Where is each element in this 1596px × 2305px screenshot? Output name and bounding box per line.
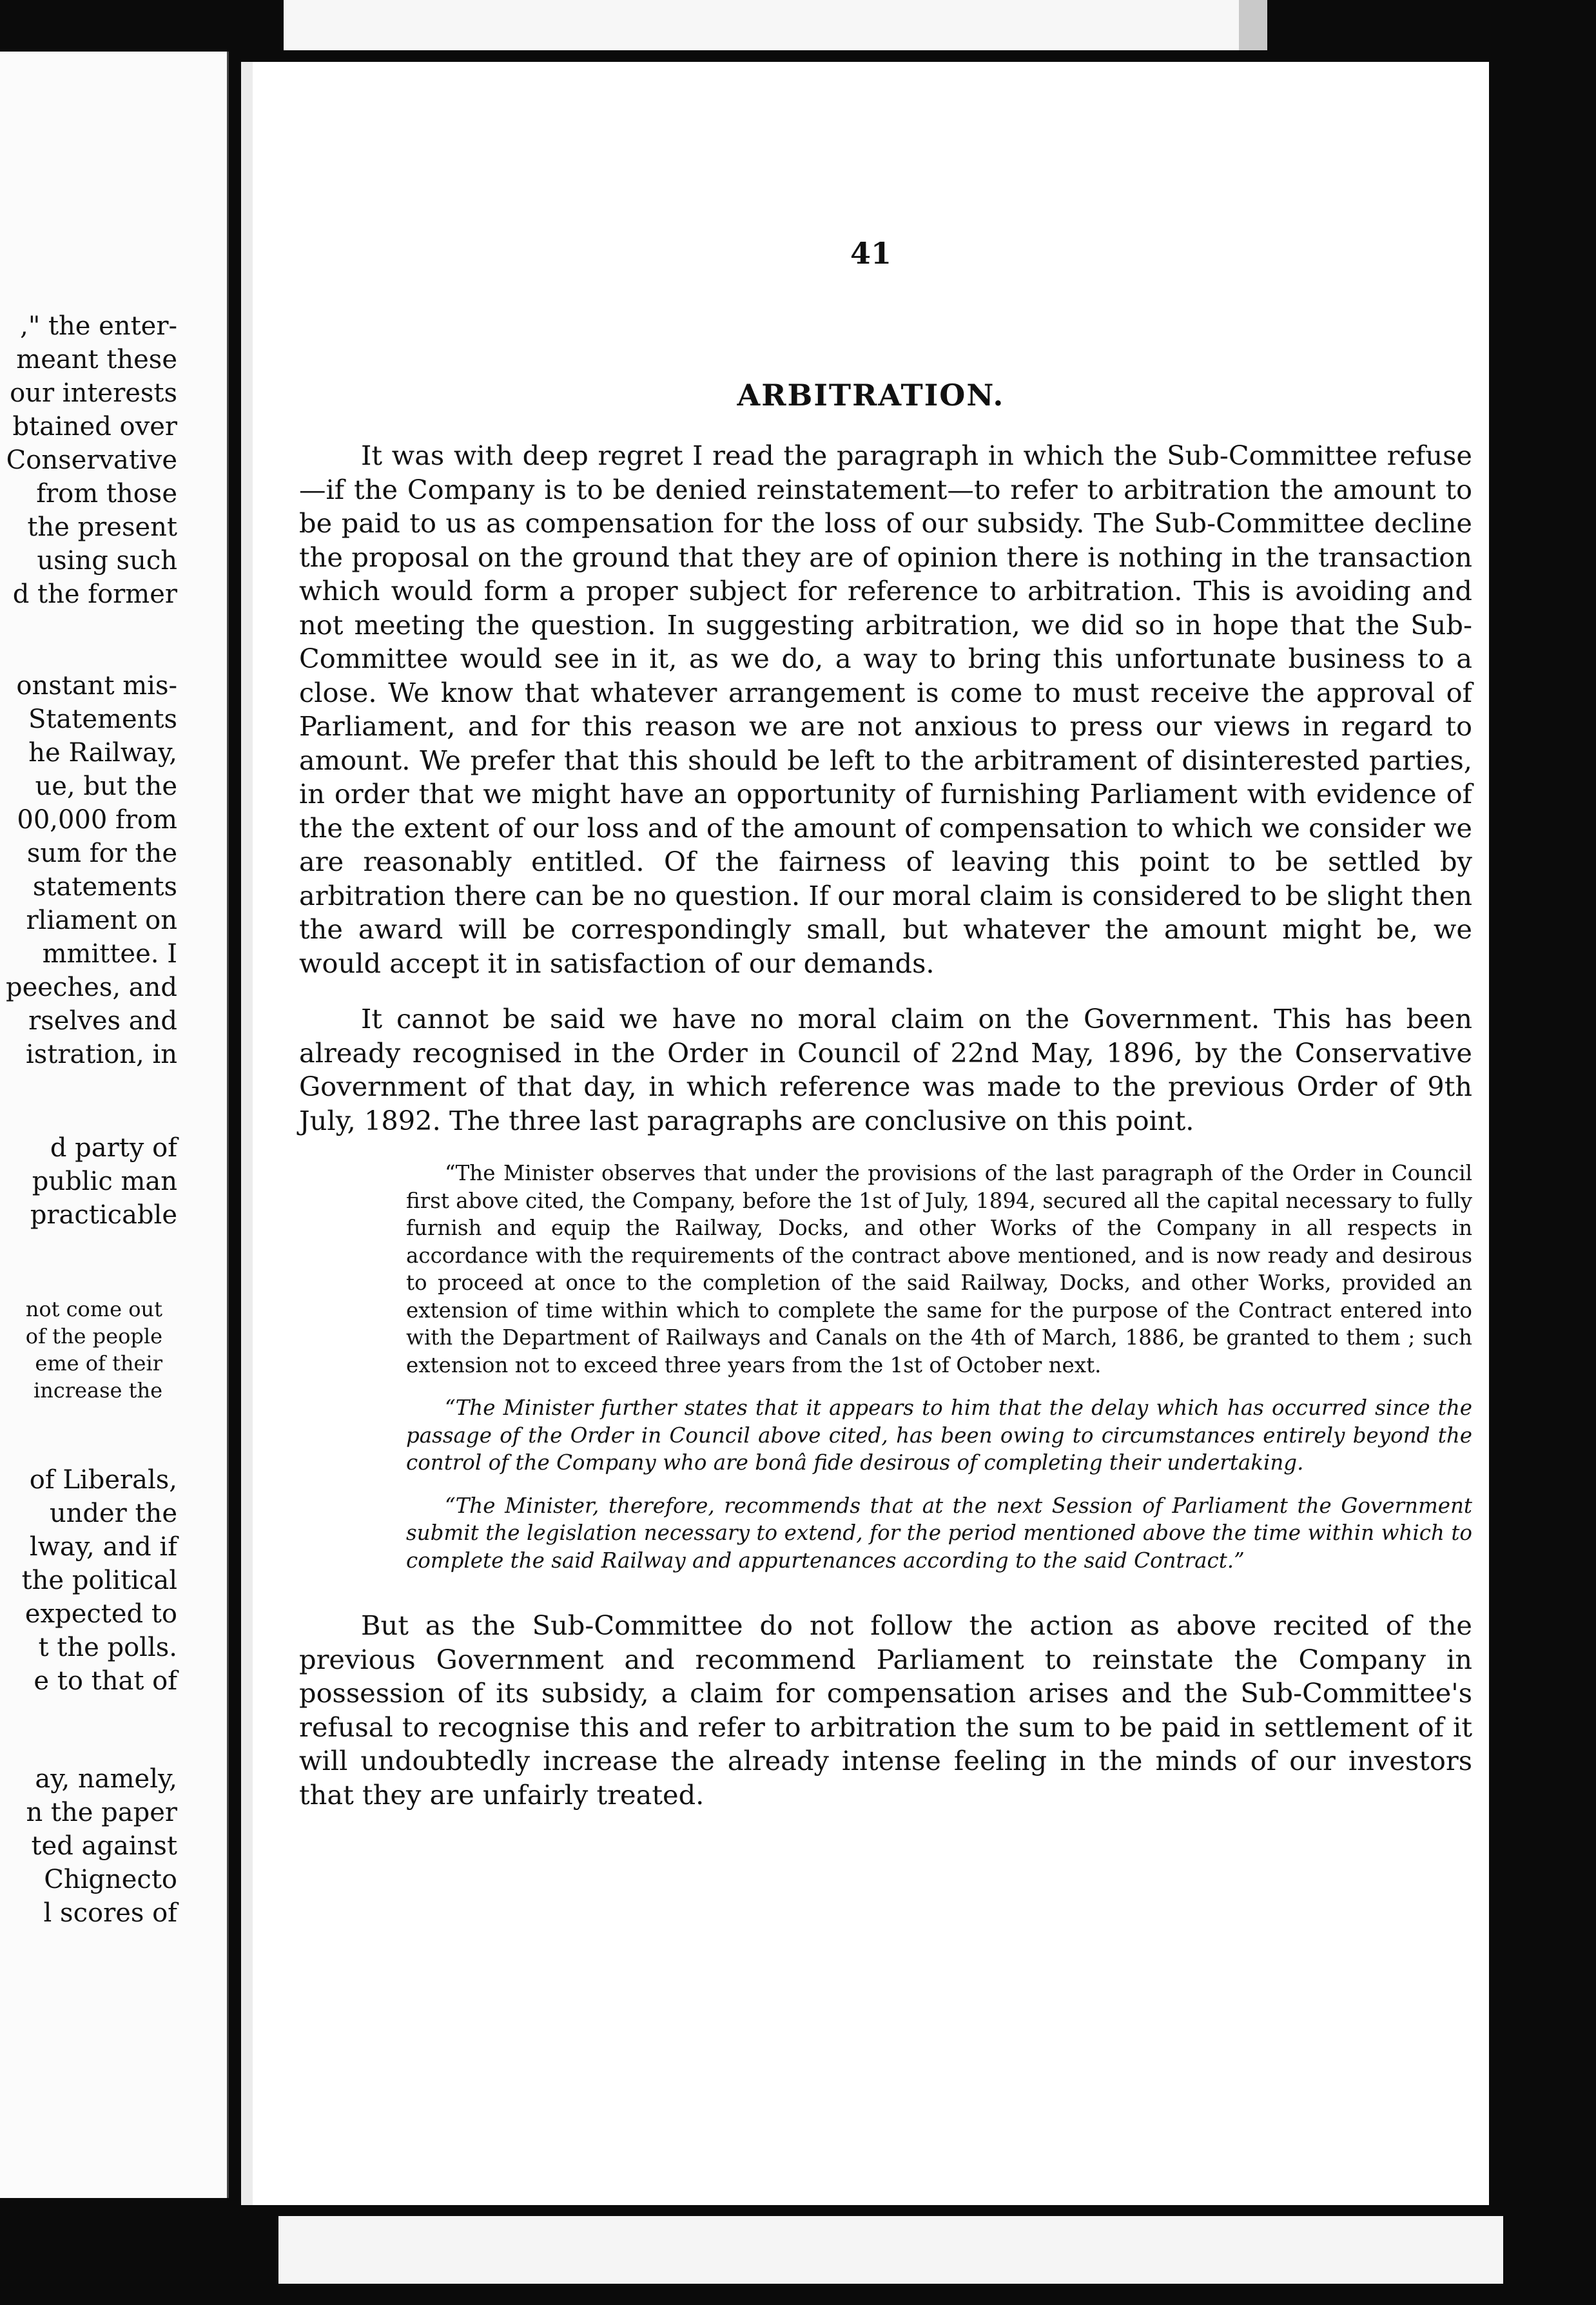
- facing-line: ," the enter-: [20, 311, 177, 341]
- page-number: 41: [850, 236, 891, 271]
- facing-line: not come out: [25, 1297, 162, 1321]
- facing-line: ay, namely,: [35, 1764, 177, 1794]
- quoted-paragraph-italic: “The Minister, therefore, recommends that at the next Session of Parliament the Government submit the legislation necessary to extend, for the period mentioned above the time within which to complete the said Railway and appurtenances according to the said Contract.”: [406, 1493, 1472, 1573]
- facing-line: onstant mis-: [16, 671, 177, 701]
- facing-line: Conservative: [6, 445, 177, 475]
- facing-line: of Liberals,: [29, 1465, 177, 1495]
- page-body: [299, 439, 1472, 1834]
- facing-line: public man: [32, 1167, 177, 1196]
- facing-line: btained over: [12, 412, 177, 442]
- facing-line: rliament on: [26, 906, 177, 935]
- facing-line: t the polls.: [38, 1633, 177, 1662]
- facing-line: our interests: [10, 378, 177, 408]
- facing-line: lway, and if: [29, 1532, 177, 1562]
- quoted-paragraph: “The Minister observes that under the provisions of the last paragraph of the Order in Council first above cited, the Company, before the 1st of July, 1894, secured all the capital necessary to fully furnish and equip the Railway, Docks, and other Works of the Company in all respects in accordance with the requirements of the contract above mentioned, and is now ready and desirous to proceed at once to the completion of the said Railway, Docks, and other Works, provided an extension of time within which to complete the same for the purpose of the Contract entered into with the Department of Railways and Canals on the 4th of March, 1886, be granted to them ; such extension not to exceed three years from the 1st of October next.: [406, 1161, 1472, 1377]
- facing-line: 00,000 from: [17, 805, 177, 835]
- facing-line: peeches, and: [6, 973, 177, 1002]
- facing-line: d party of: [50, 1133, 177, 1163]
- facing-line: meant these: [16, 345, 177, 374]
- facing-line: increase the: [33, 1378, 162, 1403]
- facing-line: statements: [32, 872, 177, 902]
- next-sheet-edge: [284, 0, 1239, 50]
- facing-line: mmittee. I: [42, 939, 177, 969]
- facing-line: Statements: [28, 705, 177, 734]
- closing-paragraph: But as the Sub-Committee do not follow the action as above recited of the previous Government and recommend Parliament to reinstate the Company in possession of its subsidy, a claim for compensation arises and the Sub-Committee's refusal to recognise this and refer to arbitration the sum to be paid in settlement of it will undoubtedly increase the already intense feeling in the minds of our investors that they are unfairly treated.: [299, 1610, 1472, 1811]
- facing-line: rselves and: [28, 1006, 177, 1036]
- facing-line: ted against: [31, 1831, 177, 1861]
- section-heading: ARBITRATION.: [737, 378, 1005, 413]
- facing-line: eme of their: [35, 1351, 162, 1376]
- facing-line: sum for the: [26, 839, 177, 868]
- facing-line: he Railway,: [28, 738, 177, 768]
- facing-line: practicable: [30, 1200, 177, 1230]
- next-sheet-shadow: [1239, 0, 1267, 50]
- facing-line: l scores of: [43, 1898, 177, 1928]
- body-paragraph: It cannot be said we have no moral claim on the Government. This has been already recognised in the Order in Council of 22nd May, 1896, by the Conservative Government of that day, in which reference was made to the previous Order of 9th July, 1892. The three last paragraphs are conclusive on this point.: [299, 1003, 1472, 1136]
- facing-line: expected to: [24, 1599, 177, 1629]
- next-sheet-bottom-edge: [278, 2216, 1503, 2284]
- facing-line: the present: [27, 512, 177, 542]
- facing-line: Chignecto: [44, 1865, 177, 1894]
- facing-line: istration, in: [25, 1040, 177, 1069]
- page-edge-shadow: [241, 62, 253, 2205]
- facing-line: d the former: [12, 579, 177, 609]
- facing-line: n the paper: [26, 1798, 177, 1827]
- facing-line: using such: [37, 546, 177, 576]
- facing-line: the political: [21, 1566, 177, 1595]
- facing-line: ue, but the: [35, 772, 177, 801]
- spacer: [299, 1590, 1472, 1609]
- body-paragraph: It was with deep regret I read the paragraph in which the Sub-Committee refuse—if the Company is to be denied reinstatement—to refer to arbitration the amount to be paid to us as compensation for the loss of our subsidy. The Sub-Committee decline the proposal on the ground that they are of opinion there is nothing in the transaction which would form a proper subject for reference to arbitration. This is avoiding and not meeting the question. In suggesting arbitration, we did so in hope that the Sub-Committee would see in it, as we do, a way to bring this unfortunate business to a close. We know that whatever arrangement is come to must receive the approval of Parliament, and for this reason we are not anxious to press our views in regard to amount. We prefer that this should be left to the arbitrament of disinterested parties, in order that we might have an opportunity of furnishing Parliament with evidence of the the extent of our loss and of the amount of compensation to which we consider we are reasonably entitled. Of the fairness of leaving this point to be settled by arbitration there can be no question. If our moral claim is considered to be slight then the award will be correspondingly small, but whatever the amount might be, we would accept it in satisfaction of our demands.: [299, 440, 1472, 979]
- facing-line: from those: [36, 479, 177, 509]
- facing-page: [0, 52, 229, 2198]
- document-page: [253, 62, 1489, 2205]
- facing-line: e to that of: [34, 1666, 177, 1696]
- quoted-paragraph-italic: “The Minister further states that it appears to him that the delay which has occurred since the passage of the Order in Council above cited, has been owing to circumstances entirely beyond the control of the Company who are bonâ fide desirous of completing their undertaking.: [406, 1396, 1472, 1475]
- facing-line: of the people: [25, 1324, 162, 1348]
- facing-line: under the: [49, 1499, 177, 1528]
